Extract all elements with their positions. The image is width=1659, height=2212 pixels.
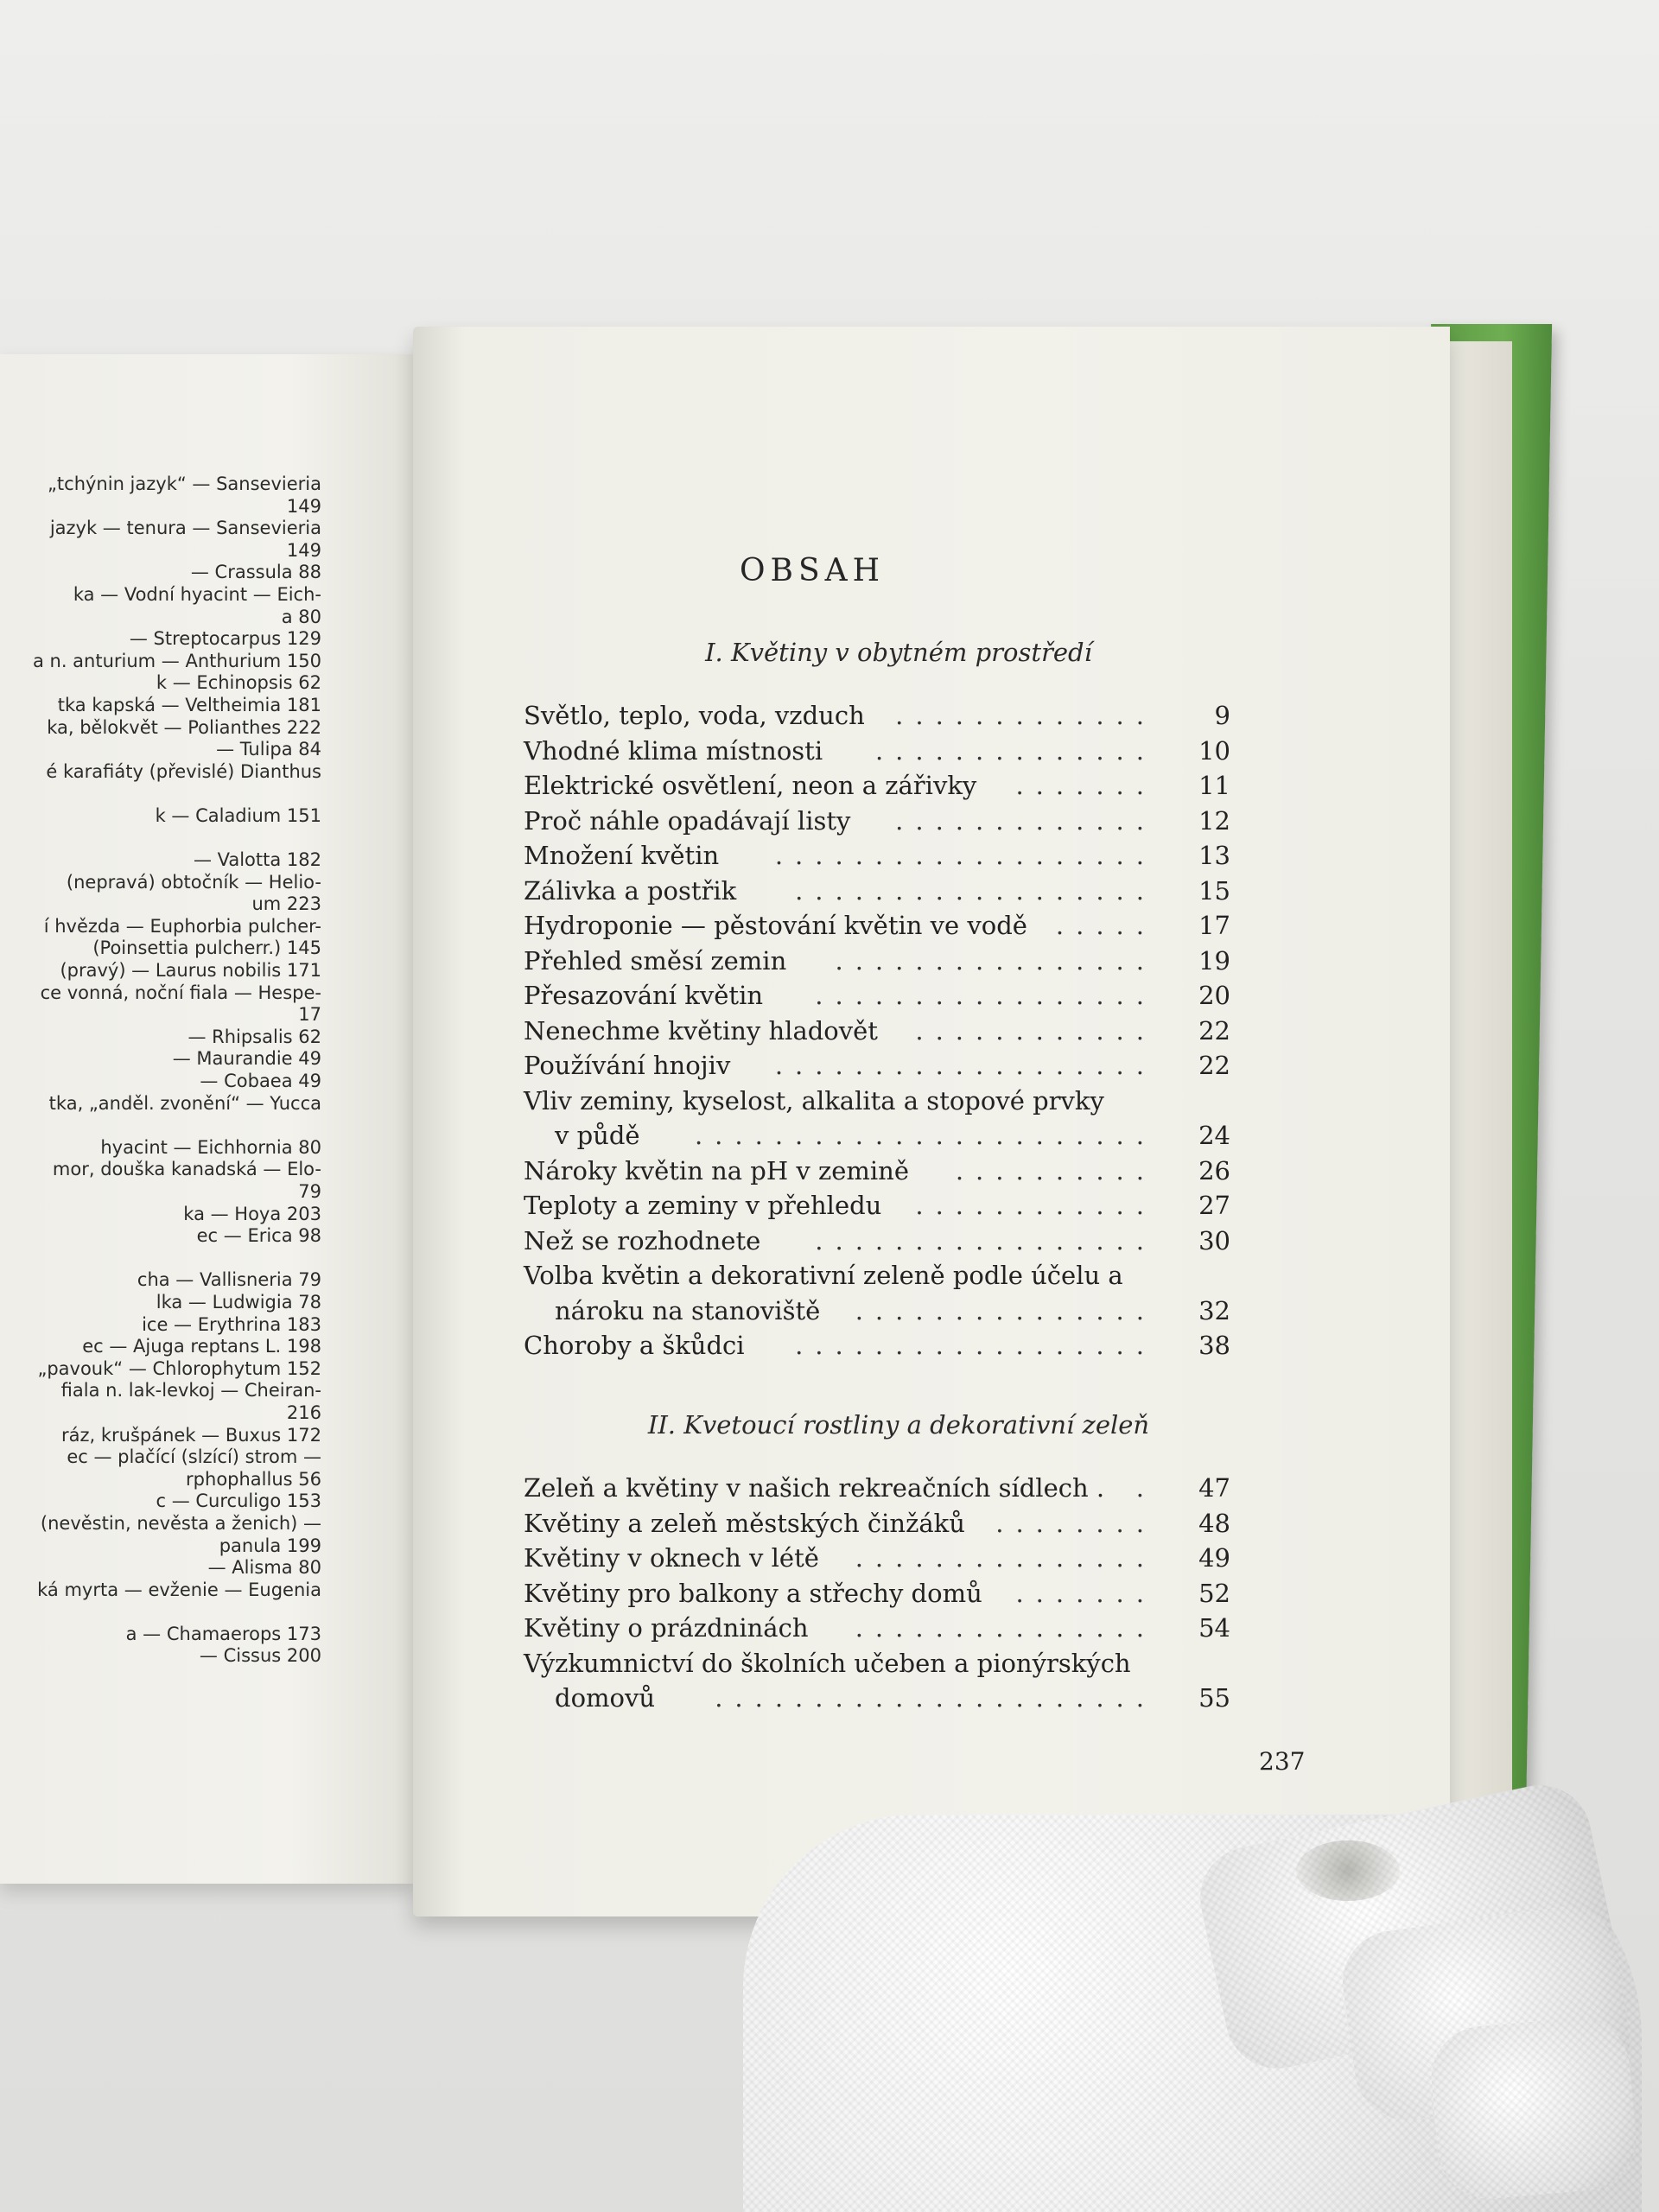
toc-entry: [524, 1188, 1230, 1224]
toc-entry: [524, 1258, 1230, 1294]
toc-section-2: [524, 1471, 1230, 1716]
toc-entry: [524, 874, 1230, 909]
toc-entry-title: Teploty a zeminy v přehledu: [524, 1191, 882, 1220]
toc-entry: [524, 908, 1230, 944]
toc-leader-dots: ...................: [774, 841, 1156, 870]
index-line: „tchýnin jazyk“ — Sansevieria: [48, 474, 321, 494]
toc-entry: [524, 944, 1230, 979]
index-line: — Cissus 200: [199, 1645, 321, 1667]
toc-leader-dots: ...............: [855, 1613, 1156, 1643]
toc-leader-dots: ........: [995, 1508, 1156, 1538]
index-line: í hvězda — Euphorbia pulcher-: [43, 915, 321, 937]
toc-entry-page: 54: [1198, 1613, 1230, 1643]
toc-entry: [524, 1541, 1230, 1576]
toc-entry-page: 49: [1198, 1543, 1230, 1573]
toc-leader-dots: ..............: [874, 735, 1156, 766]
toc-leader-dots: ............: [915, 1191, 1156, 1220]
toc-leader-dots: .............: [895, 805, 1156, 836]
toc-entry-title: v půdě: [555, 1121, 640, 1150]
index-line: 149: [286, 495, 321, 517]
index-line: — Streptocarpus 129: [129, 628, 321, 650]
toc-entry-title: Hydroponie — pěstování květin ve vodě: [524, 911, 1027, 940]
index-line: (Poinsettia pulcherr.) 145: [92, 938, 321, 959]
toc-entry: [524, 1328, 1230, 1363]
toc-leader-dots: ..................: [795, 875, 1156, 906]
toc-entry-title: Množení květin: [524, 841, 720, 870]
index-line: a — Chamaerops 173: [125, 1623, 321, 1644]
toc-entry-page: 11: [1198, 771, 1230, 800]
index-line: ka, bělokvět — Polianthes 222: [47, 716, 321, 738]
toc-entry-page: 52: [1198, 1578, 1230, 1608]
index-line: [0, 1248, 363, 1270]
toc-entry: [524, 1611, 1230, 1646]
toc-entry: [524, 838, 1230, 874]
toc-entry-title: Vhodné klima místnosti: [524, 735, 823, 766]
index-line: a n. anturium — Anthurium 150: [32, 650, 321, 671]
index-line: [0, 1601, 363, 1624]
toc-leader-dots: ................: [835, 945, 1156, 976]
index-line: c — Curculigo 153: [156, 1491, 321, 1512]
toc-entry: [524, 1506, 1230, 1541]
toc-entry-page: 17: [1198, 911, 1230, 940]
toc-entry-page: 15: [1198, 875, 1230, 906]
toc-entry-title: Nároky květin na pH v zemině: [524, 1155, 910, 1185]
toc-entry-page: 30: [1198, 1225, 1230, 1255]
toc-entry: [524, 1224, 1230, 1259]
index-line: (nevěstin, nevěsta a ženich) —: [40, 1512, 321, 1534]
toc-entry: [524, 804, 1230, 839]
index-line: „pavouk“ — Chlorophytum 152: [37, 1357, 321, 1379]
toc-entry: [524, 768, 1230, 804]
toc-entry-page: 27: [1198, 1191, 1230, 1220]
toc-entry-page: 32: [1198, 1295, 1230, 1325]
toc-entry: [524, 698, 1230, 734]
toc-entry-title: Vliv zeminy, kyselost, alkalita a stopové prvky: [524, 1085, 1104, 1116]
toc-leader-dots: .......................: [694, 1121, 1156, 1150]
toc-entry-title: Volba květin a dekorativní zeleně podle účelu a: [524, 1261, 1123, 1290]
index-line: — Rhipsalis 62: [188, 1026, 321, 1047]
toc-entry-page: 10: [1198, 735, 1230, 766]
index-line: 216: [286, 1402, 321, 1423]
toc-entry: [524, 1576, 1230, 1611]
toc-leader-dots: ..........: [955, 1155, 1156, 1185]
toc-entry: [524, 978, 1230, 1014]
index-line: — Valotta 182: [193, 849, 321, 871]
toc-leader-dots: ............: [915, 1015, 1156, 1046]
toc-entry-title: Nenechme květiny hladovět: [524, 1015, 878, 1046]
index-line: — Maurandie 49: [172, 1048, 321, 1070]
toc-entry-page: 9: [1214, 701, 1230, 730]
toc-entry-page: 55: [1198, 1683, 1230, 1713]
toc-entry-title: Přehled směsí zemin: [524, 945, 787, 976]
index-line: lka — Ludwigia 78: [156, 1291, 321, 1313]
index-line: ec — Ajuga reptans L. 198: [82, 1336, 321, 1357]
index-line: (pravý) — Laurus nobilis 171: [60, 960, 321, 982]
toc-entry-title: Zeleň a květiny v našich rekreačních sídlech .: [524, 1473, 1105, 1503]
index-line: — Alisma 80: [207, 1557, 321, 1579]
index-line: rphophallus 56: [186, 1468, 321, 1490]
toc-leader-dots: .............: [895, 701, 1156, 730]
toc-entry: [524, 1294, 1230, 1329]
toc-entry-title: Květiny pro balkony a střechy domů: [524, 1578, 982, 1608]
glove-finger: [1427, 2013, 1641, 2202]
left-page-index-text: [0, 474, 363, 1668]
index-line: ka — Hoya 203: [183, 1203, 321, 1224]
toc-entry-title: Choroby a škůdci: [524, 1331, 745, 1360]
index-line: é karafiáty (převislé) Dianthus: [46, 760, 321, 782]
toc-entry-title: Než se rozhodnete: [524, 1225, 761, 1255]
index-line: [0, 783, 363, 805]
toc-leader-dots: .......: [1015, 1578, 1156, 1608]
toc-entry-page: 22: [1198, 1015, 1230, 1046]
toc-entry-title: domovů: [555, 1683, 656, 1713]
toc-leader-dots: ...................: [774, 1051, 1156, 1080]
index-line: mor, douška kanadská — Elo-: [52, 1159, 321, 1180]
toc-entry: [524, 1646, 1230, 1681]
toc-entry-page: 19: [1198, 945, 1230, 976]
index-line: — Tulipa 84: [216, 739, 321, 760]
toc-leader-dots: ......................: [715, 1683, 1156, 1713]
index-line: 17: [298, 1004, 321, 1026]
toc-entry-title: Květiny v oknech v létě: [524, 1543, 819, 1573]
toc-entry-page: 48: [1198, 1508, 1230, 1538]
toc-entry-title: Používání hnojiv: [524, 1051, 731, 1080]
index-line: a 80: [281, 606, 321, 627]
index-line: k — Caladium 151: [155, 804, 321, 826]
toc-leader-dots: .......: [1015, 771, 1156, 800]
toc-entry-page: 26: [1198, 1155, 1230, 1185]
index-line: ká myrta — evženie — Eugenia: [37, 1579, 321, 1600]
toc-leader-dots: .....: [1055, 911, 1156, 940]
toc-entry: [524, 1681, 1230, 1716]
index-line: panula 199: [219, 1535, 321, 1556]
index-line: — Crassula 88: [190, 562, 321, 583]
index-line: [0, 828, 363, 850]
index-line: um 223: [251, 893, 321, 915]
toc-entry: [524, 1471, 1230, 1506]
toc-entry-page: 20: [1198, 981, 1230, 1010]
toc-section-1: [524, 698, 1230, 1363]
index-line: cha — Vallisneria 79: [137, 1269, 321, 1291]
toc-entry-page: 22: [1198, 1051, 1230, 1080]
toc-entry-title: Květiny a zeleň městských činžáků: [524, 1508, 965, 1538]
toc-entry-title: Elektrické osvětlení, neon a zářivky: [524, 771, 977, 800]
glove-smudge: [1296, 1840, 1400, 1901]
toc-entry-title: Světlo, teplo, voda, vzduch: [524, 701, 865, 730]
page-number: 237: [1259, 1747, 1306, 1776]
index-line: jazyk — tenura — Sansevieria: [49, 518, 321, 539]
toc-entry-page: 47: [1198, 1473, 1230, 1503]
index-line: tka kapská — Veltheimia 181: [57, 694, 321, 715]
toc-entry-page: 38: [1198, 1331, 1230, 1360]
index-line: — Cobaea 49: [200, 1071, 321, 1092]
toc-entry-title: Zálivka a postřik: [524, 875, 737, 906]
toc-leader-dots: ..................: [795, 1331, 1156, 1360]
index-line: hyacint — Eichhornia 80: [100, 1136, 321, 1158]
index-line: ec — plačící (slzící) strom —: [67, 1446, 321, 1468]
toc-entry: [524, 1084, 1230, 1119]
toc-entry-page: 13: [1198, 841, 1230, 870]
toc-entry-title: Výzkumnictví do školních učeben a pionýrských: [524, 1648, 1131, 1678]
toc-entry: [524, 1014, 1230, 1049]
section-2-heading: II. Kvetoucí rostliny a dekorativní zeleň: [647, 1410, 1150, 1440]
toc-leader-dots: ...............: [855, 1543, 1156, 1573]
toc-entry: [524, 1154, 1230, 1189]
toc-entry-title: Přesazování květin: [524, 981, 764, 1010]
toc-entry-page: 12: [1198, 805, 1230, 836]
index-line: 149: [286, 539, 321, 561]
toc-entry-title: nároku na stanoviště: [555, 1295, 821, 1325]
toc-leader-dots: ...............: [855, 1295, 1156, 1325]
toc-entry-page: 24: [1198, 1121, 1230, 1150]
index-line: ráz, krušpánek — Buxus 172: [60, 1424, 321, 1446]
index-line: [0, 1115, 363, 1137]
index-line: ka — Vodní hyacint — Eich-: [73, 583, 321, 605]
section-1-heading: I. Květiny v obytném prostředí: [705, 638, 1092, 667]
toc-leader-dots: .: [1135, 1473, 1156, 1503]
toc-entry-title: Květiny o prázdninách: [524, 1613, 809, 1643]
index-line: k — Echinopsis 62: [156, 672, 321, 694]
toc-leader-dots: .................: [815, 1225, 1156, 1255]
index-line: tka, „anděl. zvonění“ — Yucca: [48, 1092, 321, 1114]
index-line: 79: [298, 1181, 321, 1202]
toc-entry: [524, 734, 1230, 769]
toc-entry: [524, 1048, 1230, 1084]
index-line: fiala n. lak-levkoj — Cheiran-: [60, 1380, 321, 1402]
index-line: (nepravá) obtočník — Helio-: [66, 871, 321, 893]
toc-entry: [524, 1118, 1230, 1154]
index-line: ice — Erythrina 183: [142, 1313, 321, 1335]
index-line: ec — Erica 98: [196, 1225, 321, 1247]
index-line: ce vonná, noční fiala — Hespe-: [40, 982, 321, 1003]
toc-entry-title: Proč náhle opadávají listy: [524, 805, 851, 836]
toc-leader-dots: .................: [815, 981, 1156, 1010]
